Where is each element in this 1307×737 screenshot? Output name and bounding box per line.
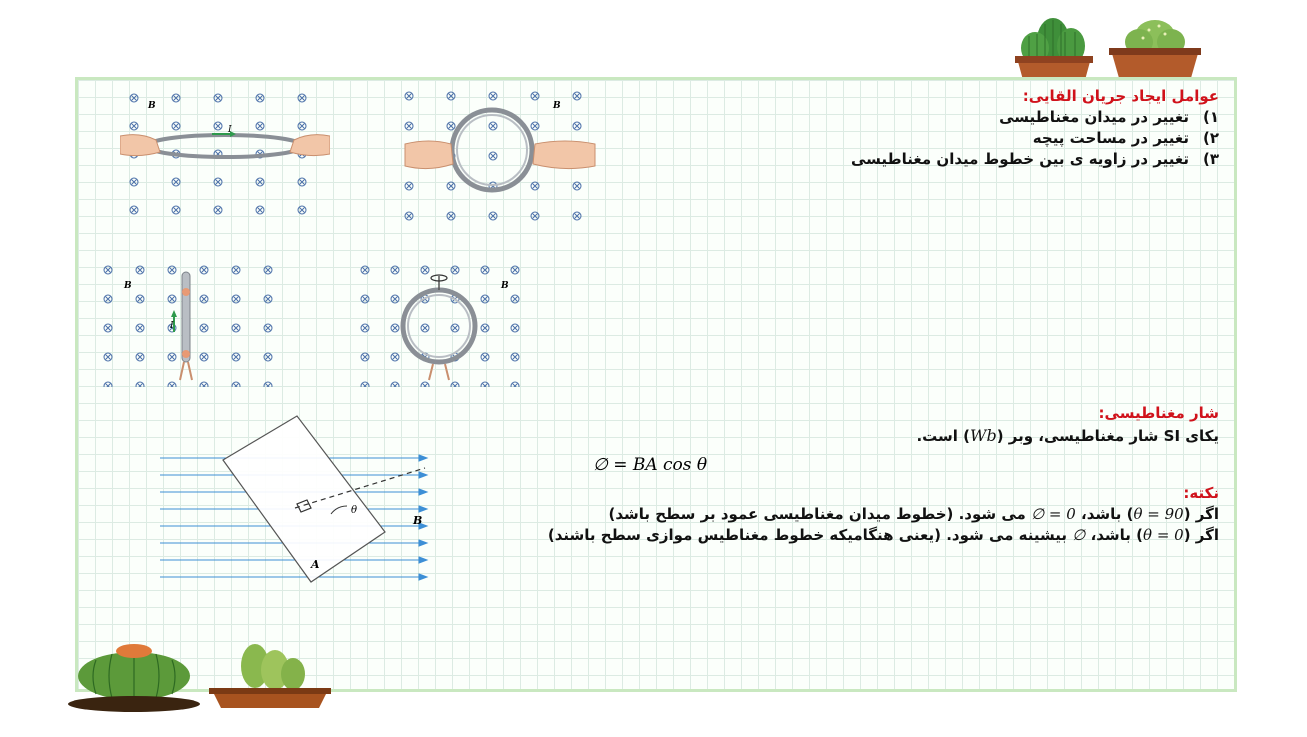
field-into-page-icon [104,382,112,387]
field-into-page-icon [264,353,272,361]
field-into-page-icon [298,122,306,130]
field-label: B [501,281,509,291]
field-into-page-icon [391,382,399,387]
field-into-page-icon [481,353,489,361]
field-into-page-icon [511,382,519,387]
field-into-page-icon [405,92,413,100]
field-into-page-icon [451,382,459,387]
list-item-text: تغییر در میدان مغناطیسی [999,108,1189,126]
field-into-page-icon [232,324,240,332]
field-into-page-icon [136,295,144,303]
field-into-page-icon [104,295,112,303]
field-into-page-icon [531,212,539,220]
field-into-page-icon [489,152,497,160]
field-into-page-icon [573,182,581,190]
figure-tilted-plane-flux [155,410,440,590]
field-into-page-icon [264,324,272,332]
field-into-page-icon [172,206,180,214]
field-into-page-icon [391,295,399,303]
list-item [659,108,1219,126]
field-into-page-icon [200,353,208,361]
field-into-page-icon [361,353,369,361]
field-into-page-icon [168,382,176,387]
field-into-page-icon [511,353,519,361]
field-into-page-icon [531,182,539,190]
field-into-page-icon [256,122,264,130]
cactus-pot-icon [66,640,201,712]
field-into-page-icon [264,382,272,387]
field-into-page-icon [200,295,208,303]
field-into-page-icon [447,212,455,220]
field-into-page-icon [361,266,369,274]
field-into-page-icon [136,382,144,387]
field-into-page-icon [361,382,369,387]
field-into-page-icon [104,266,112,274]
current-label: I [228,125,232,135]
field-into-page-icon [531,122,539,130]
field-into-page-icon [451,266,459,274]
field-line-arrowhead [419,472,427,478]
field-into-page-icon [104,324,112,332]
field-into-page-icon [130,122,138,130]
field-into-page-icon [130,94,138,102]
field-into-page-icon [168,266,176,274]
field-into-page-icon [405,122,413,130]
field-into-page-icon [511,266,519,274]
field-into-page-icon [172,94,180,102]
field-into-page-icon [489,92,497,100]
list-item-text: تغییر در زاویه ی بین خطوط میدان مغناطیسی [850,150,1189,168]
figure-loop-rotating [355,262,535,387]
field-line-arrowhead [419,540,427,546]
field-label: B [148,101,156,111]
succulent-pot-icon [1105,12,1205,82]
magnetic-flux-section [599,404,1219,445]
field-into-page-icon [136,353,144,361]
figure-loop-expanding [395,88,605,223]
field-into-page-icon [421,266,429,274]
field-into-page-icon [489,122,497,130]
field-into-page-icon [451,324,459,332]
section-heading: شار مغناطیسی: [1098,404,1219,422]
field-into-page-icon [172,178,180,186]
induced-current-section [659,87,1219,168]
field-label: B [413,514,423,527]
field-into-page-icon [200,382,208,387]
field-line-arrowhead [419,574,427,580]
field-into-page-icon [391,266,399,274]
list-item-number: ۲) [1202,129,1219,147]
field-into-page-icon [421,324,429,332]
field-into-page-icon [200,266,208,274]
field-into-page-icon [361,295,369,303]
field-into-page-icon [264,266,272,274]
field-into-page-icon [481,324,489,332]
field-into-page-icon [232,295,240,303]
figure-loop-edge-on [100,262,280,387]
list-item-number: ۱) [1202,108,1219,126]
field-into-page-icon [405,182,413,190]
succulent-pot-icon [205,640,335,712]
field-into-page-icon [136,324,144,332]
list-item [659,129,1219,147]
angle-label: θ [351,505,358,516]
field-into-page-icon [511,295,519,303]
field-into-page-icon [298,178,306,186]
field-into-page-icon [447,92,455,100]
field-into-page-icon [256,178,264,186]
field-into-page-icon [130,178,138,186]
field-into-page-icon [361,324,369,332]
field-into-page-icon [232,382,240,387]
section-heading: نکته: [1183,484,1219,502]
field-into-page-icon [447,182,455,190]
field-line-arrowhead [419,489,427,495]
flux-formula: ∅ = BA cos θ [593,455,708,475]
field-into-page-icon [447,122,455,130]
field-into-page-icon [256,94,264,102]
list-item-text: تغییر در مساحت پیچه [1032,129,1189,147]
field-into-page-icon [214,122,222,130]
unit-symbol: Wb [970,426,997,445]
field-into-page-icon [391,324,399,332]
field-into-page-icon [264,295,272,303]
field-into-page-icon [172,122,180,130]
field-into-page-icon [298,206,306,214]
field-into-page-icon [531,92,539,100]
field-into-page-icon [573,212,581,220]
note-section [519,484,1219,544]
field-into-page-icon [214,206,222,214]
field-into-page-icon [573,122,581,130]
field-line-arrowhead [419,455,427,461]
field-into-page-icon [168,295,176,303]
field-into-page-icon [511,324,519,332]
field-into-page-icon [391,353,399,361]
area-label: A [311,558,320,571]
field-label: B [553,101,561,111]
field-into-page-icon [256,206,264,214]
field-into-page-icon [214,94,222,102]
field-into-page-icon [232,266,240,274]
field-into-page-icon [136,266,144,274]
field-into-page-icon [214,178,222,186]
section-heading: عوامل ایجاد جریان القایی: [1022,87,1219,105]
figure-loop-stretched [120,88,330,223]
list-item [659,150,1219,168]
field-into-page-icon [104,353,112,361]
field-line-arrowhead [419,506,427,512]
field-into-page-icon [421,382,429,387]
field-into-page-icon [489,212,497,220]
field-label: B [124,281,132,291]
field-into-page-icon [232,353,240,361]
cactus-pot-icon [1005,10,1105,82]
note-line-2: اگر (θ = 0) باشد، ∅ بیشینه می شود. (یعنی هنگامیکه خطوط مغناطیس موازی سطح باشند) [547,526,1219,544]
field-into-page-icon [481,266,489,274]
field-into-page-icon [130,206,138,214]
field-into-page-icon [200,324,208,332]
field-into-page-icon [405,212,413,220]
note-line-1: اگر (θ = 90) باشد، ∅ = 0 می شود. (خطوط میدان مغناطیسی عمود بر سطح باشد) [608,505,1219,523]
current-label: I [170,321,174,331]
list-item-number: ۳) [1202,150,1219,168]
field-line-arrowhead [419,557,427,563]
field-into-page-icon [573,92,581,100]
field-into-page-icon [481,382,489,387]
flux-unit-line: یکای SI شار مغناطیسی، وبر (Wb) است. [916,426,1219,445]
field-into-page-icon [481,295,489,303]
field-into-page-icon [298,94,306,102]
field-into-page-icon [168,353,176,361]
